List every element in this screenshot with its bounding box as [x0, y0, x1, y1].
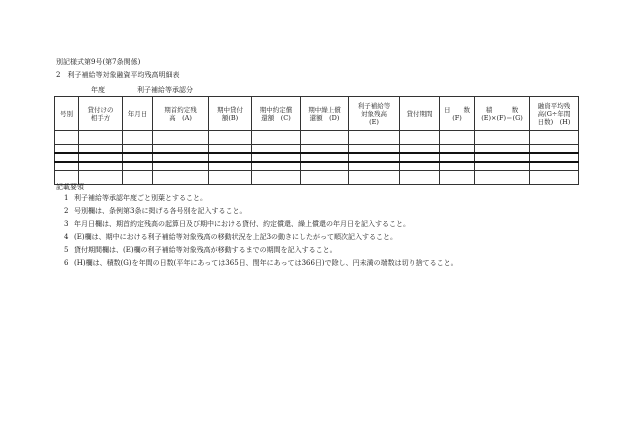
table-cell[interactable] [301, 153, 349, 162]
col-header-days: 日 数 (F) [440, 97, 475, 131]
col-header-loan-period: 貸付期間 [400, 97, 440, 131]
table-cell[interactable] [79, 162, 123, 171]
table-cell[interactable] [209, 145, 252, 154]
note-number: 3 [64, 220, 69, 228]
table-cell[interactable] [440, 153, 475, 162]
notes-title: 記載要領 [56, 183, 84, 191]
table-cell[interactable] [440, 171, 475, 185]
table-cell[interactable] [349, 131, 400, 145]
col-header-early-repayment: 期中繰上償 還額 (D) [301, 97, 349, 131]
table-cell[interactable] [440, 145, 475, 154]
col-header-date: 年月日 [123, 97, 153, 131]
table-cell[interactable] [530, 153, 579, 162]
table-cell[interactable] [153, 153, 209, 162]
table-cell[interactable] [440, 162, 475, 171]
table-header-row [55, 97, 579, 131]
table-cell[interactable] [252, 131, 301, 145]
table-cell[interactable] [209, 162, 252, 171]
table-cell[interactable] [301, 131, 349, 145]
table-cell[interactable] [209, 153, 252, 162]
table-cell[interactable] [55, 145, 79, 154]
table-row [55, 131, 579, 145]
table-cell[interactable] [79, 131, 123, 145]
note-text: (H)欄は、積数(G)を年間の日数(平年にあっては365日、閏年にあっては366日)で除し、円未満の端数は切り捨てること。 [74, 259, 458, 267]
table-cell[interactable] [475, 131, 530, 145]
note-number: 6 [64, 259, 69, 267]
table-cell[interactable] [301, 171, 349, 185]
table-cell[interactable] [349, 145, 400, 154]
table-cell[interactable] [153, 162, 209, 171]
table-cell[interactable] [252, 171, 301, 185]
table-cell[interactable] [440, 131, 475, 145]
table-cell[interactable] [55, 162, 79, 171]
note-number: 5 [64, 246, 69, 254]
note-text: 号別欄は、条例第3条に掲げる各号別を記入すること。 [74, 207, 247, 215]
table-cell[interactable] [349, 171, 400, 185]
table-cell[interactable] [123, 131, 153, 145]
table-cell[interactable] [123, 145, 153, 154]
table-cell[interactable] [475, 153, 530, 162]
balance-detail-table [54, 96, 579, 185]
note-item [64, 246, 337, 255]
note-item [64, 259, 458, 268]
table-cell[interactable] [55, 153, 79, 162]
col-header-scheduled-repayment: 期中約定償 還額 (C) [252, 97, 301, 131]
table-cell[interactable] [252, 162, 301, 171]
note-item [64, 194, 207, 203]
table-row [55, 145, 579, 154]
year-label: 年度 [91, 86, 105, 94]
note-number: 4 [64, 233, 69, 241]
table-cell[interactable] [400, 153, 440, 162]
table-cell[interactable] [530, 171, 579, 185]
table-row [55, 171, 579, 185]
table-cell[interactable] [475, 162, 530, 171]
table-cell[interactable] [400, 171, 440, 185]
table-cell[interactable] [153, 145, 209, 154]
form-label: 別記様式第9号(第7条関係) [56, 58, 141, 66]
approval-period-label: 利子補給等承認分 [137, 86, 193, 94]
table-row [55, 153, 579, 162]
table-cell[interactable] [209, 131, 252, 145]
table-cell[interactable] [79, 171, 123, 185]
table-cell[interactable] [349, 162, 400, 171]
table-cell[interactable] [153, 131, 209, 145]
note-text: 貸付期間欄は、(E)欄の利子補給等対象残高が移動するまでの期間を記入すること。 [74, 246, 337, 254]
table-cell[interactable] [530, 145, 579, 154]
table-cell[interactable] [123, 162, 153, 171]
table-cell[interactable] [475, 171, 530, 185]
table-cell[interactable] [209, 171, 252, 185]
table-cell[interactable] [530, 131, 579, 145]
note-number: 1 [64, 194, 69, 202]
table-cell[interactable] [123, 153, 153, 162]
note-text: (E)欄は、期中における利子補給等対象残高の移動状況を上記3の動きにしたがって順次記入すること。 [74, 233, 398, 241]
table-cell[interactable] [400, 162, 440, 171]
col-header-opening-balance: 期首約定残 高 (A) [153, 97, 209, 131]
note-text: 年月日欄は、期首約定残高の起算日及び期中における貸付、約定償還、繰上償還の年月日を記入すること。 [74, 220, 410, 228]
table-cell[interactable] [400, 131, 440, 145]
table-cell[interactable] [301, 145, 349, 154]
col-header-borrower: 貸付けの 相手方 [79, 97, 123, 131]
note-text: 利子補給等承認年度ごと別葉とすること。 [74, 194, 207, 202]
col-header-loans-during-period: 期中貸付 額(B) [209, 97, 252, 131]
table-cell[interactable] [252, 145, 301, 154]
table-cell[interactable] [530, 162, 579, 171]
document-title: 2 利子補給等対象融資平均残高明細表 [56, 71, 180, 79]
table-cell[interactable] [349, 153, 400, 162]
col-header-subsidy-balance: 利子補給等 対象残高 (E) [349, 97, 400, 131]
table-cell[interactable] [400, 145, 440, 154]
col-header-product: 積 数 (E)×(F)＝(G) [475, 97, 530, 131]
col-header-average-balance: 融資平均残 高(G÷年間 日数) (H) [530, 97, 579, 131]
table-cell[interactable] [301, 162, 349, 171]
table-cell[interactable] [153, 171, 209, 185]
table-cell[interactable] [475, 145, 530, 154]
table-cell[interactable] [55, 131, 79, 145]
col-header-category: 号別 [55, 97, 79, 131]
table-cell[interactable] [79, 145, 123, 154]
table-row [55, 162, 579, 171]
table-cell[interactable] [252, 153, 301, 162]
note-item [64, 207, 246, 216]
note-item [64, 233, 397, 242]
note-number: 2 [64, 207, 69, 215]
table-cell[interactable] [123, 171, 153, 185]
note-item [64, 220, 410, 229]
table-cell[interactable] [79, 153, 123, 162]
